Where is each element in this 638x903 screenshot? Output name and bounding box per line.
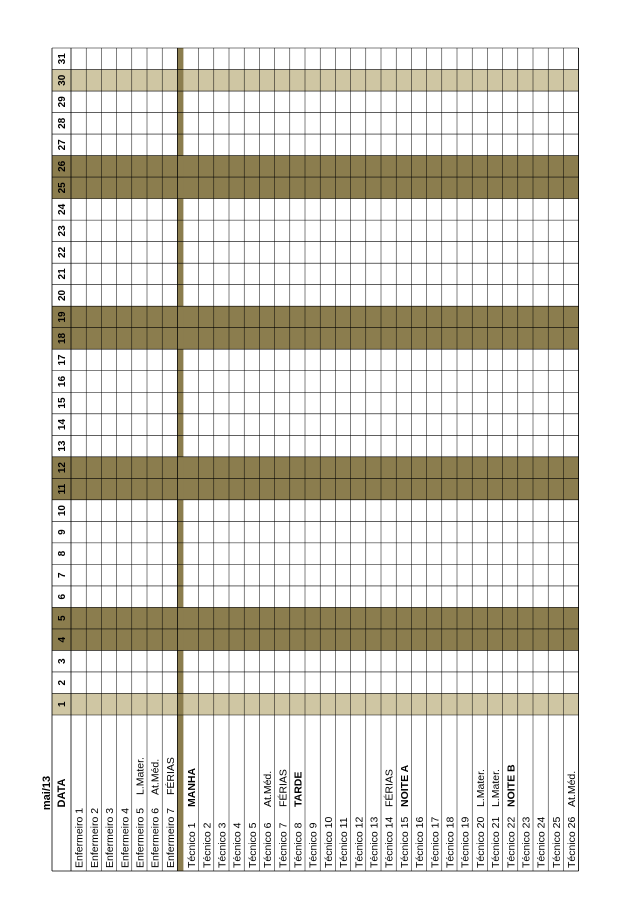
staff-name: Técnico 25 <box>550 816 563 868</box>
staff-name: Enfermeiro 1 <box>73 807 86 868</box>
staff-note: FÉRIAS <box>383 769 396 807</box>
staff-name: Técnico 15 <box>398 816 411 868</box>
staff-name: Técnico 4 <box>231 822 244 868</box>
staff-name: Enfermeiro 7 <box>164 807 177 868</box>
day-number: 9 <box>57 529 68 535</box>
day-column-fill-25 <box>52 177 579 199</box>
staff-name: Técnico 9 <box>307 822 320 868</box>
day-column-fill-19 <box>52 306 579 328</box>
staff-name: Técnico 10 <box>322 816 335 868</box>
day-column-fill-4 <box>52 629 579 651</box>
day-number: 24 <box>57 203 68 215</box>
day-number: 31 <box>57 53 68 65</box>
staff-name: Técnico 13 <box>368 816 381 868</box>
staff-note: NOITE B <box>505 764 518 807</box>
day-number: 21 <box>57 268 68 280</box>
staff-note: At.Méd. <box>566 770 579 807</box>
day-number: 28 <box>57 117 68 129</box>
day-column-fill-1 <box>52 693 579 715</box>
staff-note: FÉRIAS <box>277 769 290 807</box>
staff-name: Enfermeiro 6 <box>149 807 162 868</box>
day-number: 26 <box>57 160 68 172</box>
day-column-fill-11 <box>52 478 579 500</box>
day-column-fill-5 <box>52 607 579 629</box>
day-column-fill-30 <box>52 70 579 92</box>
staff-name: Enfermeiro 2 <box>88 807 101 868</box>
day-number: 3 <box>57 658 68 664</box>
day-number: 1 <box>57 701 68 708</box>
day-number: 23 <box>57 225 68 237</box>
day-number: 19 <box>57 311 68 323</box>
day-number: 20 <box>57 289 68 301</box>
day-number: 7 <box>57 572 68 578</box>
day-number: 25 <box>57 182 68 194</box>
day-number: 27 <box>57 139 68 151</box>
staff-name: Enfermeiro 5 <box>134 807 147 868</box>
month-label: mai/13 <box>41 775 53 811</box>
staff-name: Técnico 24 <box>535 816 548 868</box>
day-number: 10 <box>57 505 68 517</box>
staff-note: At.Méd. <box>149 758 162 795</box>
day-number: 2 <box>57 679 68 686</box>
staff-note: FÉRIAS <box>164 757 177 795</box>
group-separator <box>177 48 183 871</box>
staff-note: L.Mater. <box>490 769 503 807</box>
day-number: 5 <box>57 615 68 621</box>
staff-name: Técnico 1 <box>186 822 199 868</box>
day-number: 29 <box>57 96 68 108</box>
staff-name: Enfermeiro 3 <box>104 807 117 868</box>
date-header: DATA <box>56 778 68 808</box>
staff-name: Técnico 5 <box>246 822 259 868</box>
staff-name: Técnico 12 <box>353 816 366 868</box>
day-column-fill-18 <box>52 328 579 350</box>
staff-note: L.Mater. <box>134 757 147 795</box>
day-column-fill-12 <box>52 457 579 479</box>
staff-name: Técnico 17 <box>429 816 442 868</box>
day-number: 18 <box>57 332 68 345</box>
day-column-fill-26 <box>52 156 579 178</box>
day-number: 15 <box>57 397 68 409</box>
day-number: 4 <box>57 636 68 643</box>
day-number: 12 <box>57 462 68 474</box>
staff-name: Técnico 2 <box>201 822 214 868</box>
staff-name: Técnico 7 <box>277 822 290 868</box>
day-number: 11 <box>57 483 68 495</box>
staff-note: At.Méd. <box>262 770 275 807</box>
staff-name: Técnico 21 <box>490 816 503 868</box>
staff-name: Técnico 8 <box>292 822 305 868</box>
staff-name: Técnico 26 <box>566 816 579 868</box>
staff-note: TARDE <box>292 771 305 807</box>
day-number: 30 <box>57 74 68 86</box>
staff-name: Enfermeiro 4 <box>119 807 132 868</box>
staff-name: Técnico 23 <box>520 816 533 868</box>
day-number: 13 <box>57 440 68 452</box>
day-fills <box>52 48 579 871</box>
staff-name: Técnico 22 <box>505 816 518 868</box>
staff-name: Técnico 14 <box>383 816 396 868</box>
day-number: 16 <box>57 375 68 388</box>
staff-note: NOITE A <box>398 764 411 807</box>
day-number: 8 <box>57 550 68 557</box>
staff-name: Técnico 19 <box>459 816 472 868</box>
day-number: 6 <box>57 593 68 600</box>
day-number: 14 <box>57 418 68 431</box>
staff-note: MANHA <box>186 767 199 807</box>
staff-name: Técnico 18 <box>444 816 457 868</box>
staff-name: Técnico 20 <box>474 816 487 868</box>
staff-note: L.Mater. <box>474 769 487 807</box>
staff-name: Técnico 11 <box>338 817 351 868</box>
day-number: 17 <box>57 354 68 366</box>
staff-name: Técnico 3 <box>216 822 229 868</box>
staff-name: Técnico 16 <box>414 816 427 868</box>
day-number: 22 <box>57 246 68 258</box>
staff-name: Técnico 6 <box>262 822 275 868</box>
